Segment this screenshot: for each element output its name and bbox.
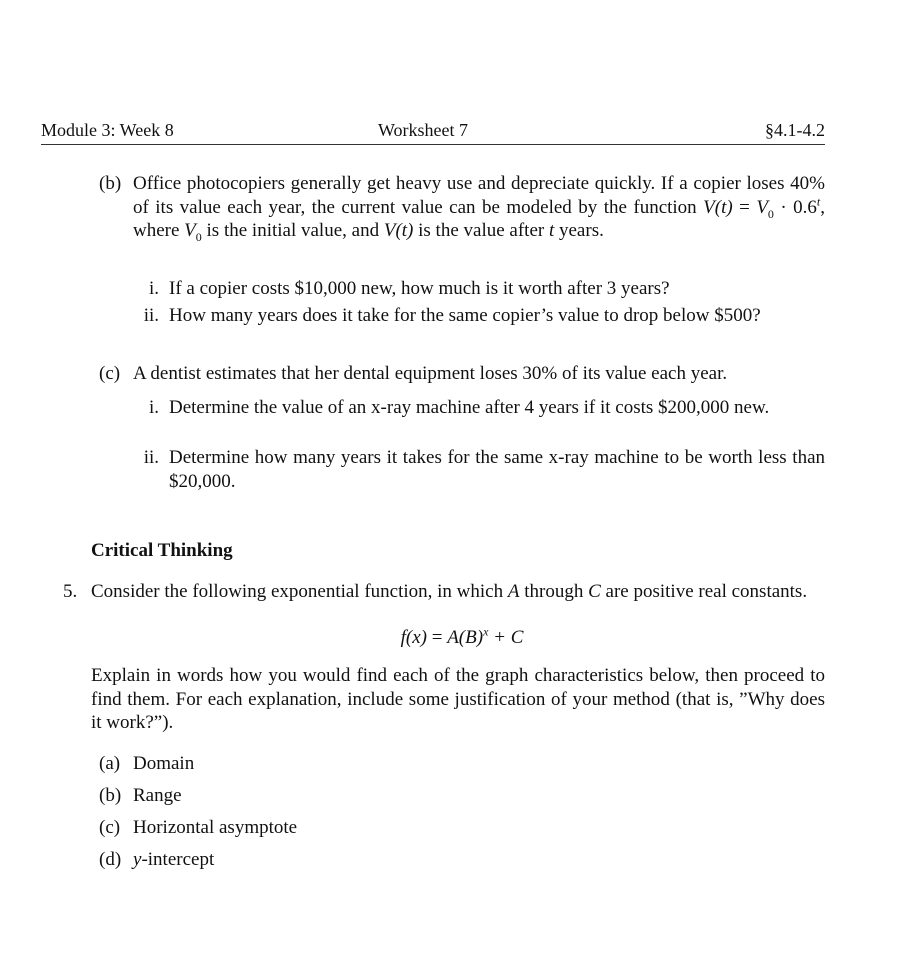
sub-question: [131, 277, 825, 301]
item-text: y-intercept: [133, 849, 215, 870]
item-text: Range: [133, 785, 182, 806]
sub-question: [131, 446, 825, 493]
characteristic-item: [99, 753, 194, 775]
item-text: Domain: [133, 753, 195, 774]
question-number: 5.: [63, 581, 78, 602]
problem-part-c: [99, 362, 825, 386]
question-text: Consider the following exponential function, in which A through C are positive real constants.: [91, 581, 808, 602]
sub-question-text: If a copier costs $10,000 new, how much is it worth after 3 years?: [169, 278, 670, 299]
worksheet-title: Worksheet 7: [378, 120, 469, 140]
part-c-text: A dentist estimates that her dental equipment loses 30% of its value each year.: [133, 363, 728, 384]
item-label: (c): [99, 817, 121, 838]
item-text: Horizontal asymptote: [133, 817, 298, 838]
page-header: [41, 120, 825, 145]
characteristic-item: [99, 785, 182, 807]
characteristic-item: [99, 817, 297, 839]
part-label: (c): [99, 363, 121, 384]
sub-question-label: i.: [148, 278, 159, 299]
sub-question: [131, 396, 825, 420]
formula: $f(x) = A(B)^x + C$: [400, 624, 524, 648]
sub-question-text: Determine the value of an x-ray machine after 4 years if it costs $200,000 new.: [169, 397, 770, 418]
sub-question-label: i.: [148, 397, 159, 418]
sub-question-label: ii.: [143, 447, 159, 468]
question-5: [63, 580, 825, 604]
module-week-label: Module 3: Week 8: [41, 120, 174, 140]
section-reference: §4.1-4.2: [765, 120, 825, 140]
explanation-text: Explain in words how you would find each of the graph characteristics below, then proceed to find them. For each explanation, include some justification of your method (that is, ”Why does it work?”).: [91, 665, 825, 733]
problem-part-b: [99, 172, 825, 243]
section-heading: Critical Thinking: [91, 540, 233, 561]
item-label: (d): [99, 849, 122, 870]
characteristic-item: [99, 849, 214, 871]
sub-question-text: How many years does it take for the same copier’s value to drop below $500?: [169, 305, 761, 326]
item-label: (b): [99, 785, 122, 806]
part-label: (b): [99, 173, 122, 194]
sub-question-text: Determine how many years it takes for the same x-ray machine to be worth less than $20,000.: [169, 447, 825, 492]
sub-question-label: ii.: [143, 305, 159, 326]
part-b-text: Office photocopiers generally get heavy use and depreciate quickly. If a copier loses 40% of its value each year, the current value can be modeled by the function $V(t) = V_0 \cdot 0.6^t$, where $V_0$ is the initial value, and V(t) is the value after t years.: [133, 173, 825, 244]
item-label: (a): [99, 753, 121, 774]
sub-question: [131, 304, 825, 328]
